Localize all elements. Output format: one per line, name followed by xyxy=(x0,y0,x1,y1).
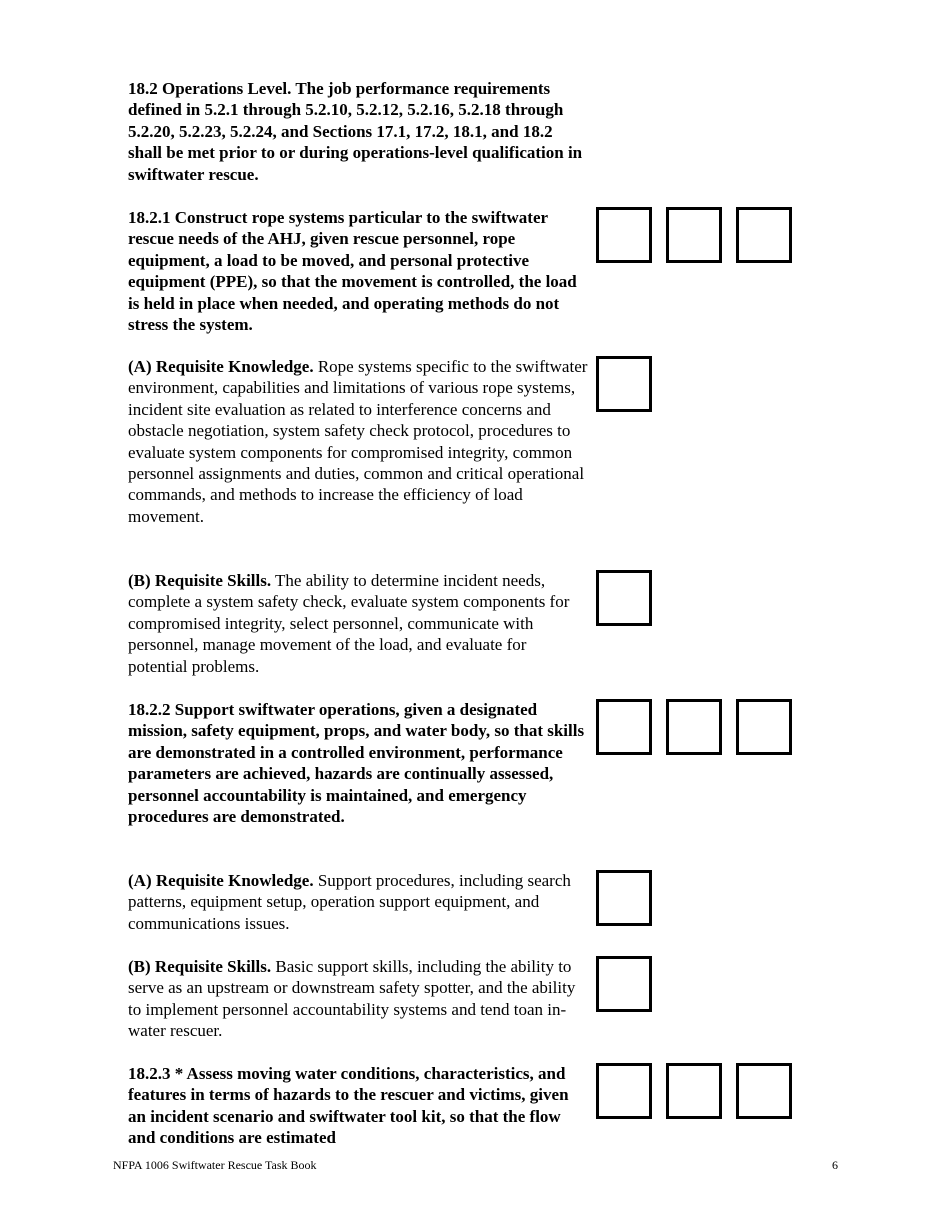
signoff-checkbox[interactable] xyxy=(666,207,722,263)
section-18-2-3: 18.2.3 * Assess moving water conditions, characteristics, and features in terms of hazards to the rescuer and victims, given an incident scenario and swiftwater tool kit, so that the flow and conditions are estimated xyxy=(128,1064,569,1148)
signoff-checkbox[interactable] xyxy=(666,1063,722,1119)
signoff-checkbox[interactable] xyxy=(596,956,652,1012)
requisite-skills-label: (B) Requisite Skills. xyxy=(128,571,272,590)
footer-title: NFPA 1006 Swiftwater Rescue Task Book xyxy=(113,1158,317,1172)
signoff-checkbox[interactable] xyxy=(596,207,652,263)
section-18-2-2: 18.2.2 Support swiftwater operations, given a designated mission, safety equipment, props, and water body, so that skills are demonstrated in a controlled environment, performance parameters are achieved, hazards are continually assessed, personnel accountability is maintained, and emergency procedures are demonstrated. xyxy=(128,700,585,827)
requisite-skills-text: Basic support skills, including the ability to serve as an upstream or downstream safety spotter, and the ability to implement personnel accountability systems and tend toan in-water rescuer. xyxy=(128,957,576,1041)
signoff-checkbox[interactable] xyxy=(596,570,652,626)
requisite-knowledge-text: Rope systems specific to the swiftwater environment, capabilities and limitations of various rope systems, incident site evaluation as related to interference concerns and obstacle negotiation, system safety check protocol, procedures to evaluate system components for compromised integrity, common personnel assignments and duties, common and critical operational commands, and methods to increase the efficiency of load movement. xyxy=(128,357,588,526)
signoff-checkbox[interactable] xyxy=(596,1063,652,1119)
section-18-2-1: 18.2.1 Construct rope systems particular to the swiftwater rescue needs of the AHJ, given rescue personnel, rope equipment, a load to be moved, and personal protective equipment (PPE), so that the movement is controlled, the load is held in place when needed, and operating methods do not stress the system. xyxy=(128,208,577,335)
section-18-2-2-b xyxy=(128,956,588,1042)
requisite-skills-text: The ability to determine incident needs, complete a system safety check, evaluate system components for compromised integrity, select personnel, communicate with personnel, manage movement of the load, and evaluate for potential problems. xyxy=(128,571,570,676)
signoff-checkbox[interactable] xyxy=(666,699,722,755)
signoff-checkbox[interactable] xyxy=(736,207,792,263)
section-18-2-1-a xyxy=(128,356,588,527)
signoff-checkbox[interactable] xyxy=(596,356,652,412)
section-18-2-2-a xyxy=(128,870,588,934)
signoff-checkbox[interactable] xyxy=(736,1063,792,1119)
section-18-2-1-b xyxy=(128,570,588,677)
requisite-knowledge-label: (A) Requisite Knowledge. xyxy=(128,357,314,376)
requisite-skills-label: (B) Requisite Skills. xyxy=(128,957,272,976)
signoff-checkbox[interactable] xyxy=(596,699,652,755)
requisite-knowledge-text: Support procedures, including search patterns, equipment setup, operation support equipment, and communications issues. xyxy=(128,871,571,933)
signoff-checkbox[interactable] xyxy=(596,870,652,926)
section-18-2: 18.2 Operations Level. The job performance requirements defined in 5.2.1 through 5.2.10, 5.2.12, 5.2.16, 5.2.18 through 5.2.20, 5.2.23, 5.2.24, and Sections 17.1, 17.2, 18.1, and 18.2 shall be met prior to or during operations-level qualification in swiftwater rescue. xyxy=(128,79,583,184)
footer-page-number: 6 xyxy=(832,1158,838,1172)
requisite-knowledge-label: (A) Requisite Knowledge. xyxy=(128,871,314,890)
signoff-checkbox[interactable] xyxy=(736,699,792,755)
